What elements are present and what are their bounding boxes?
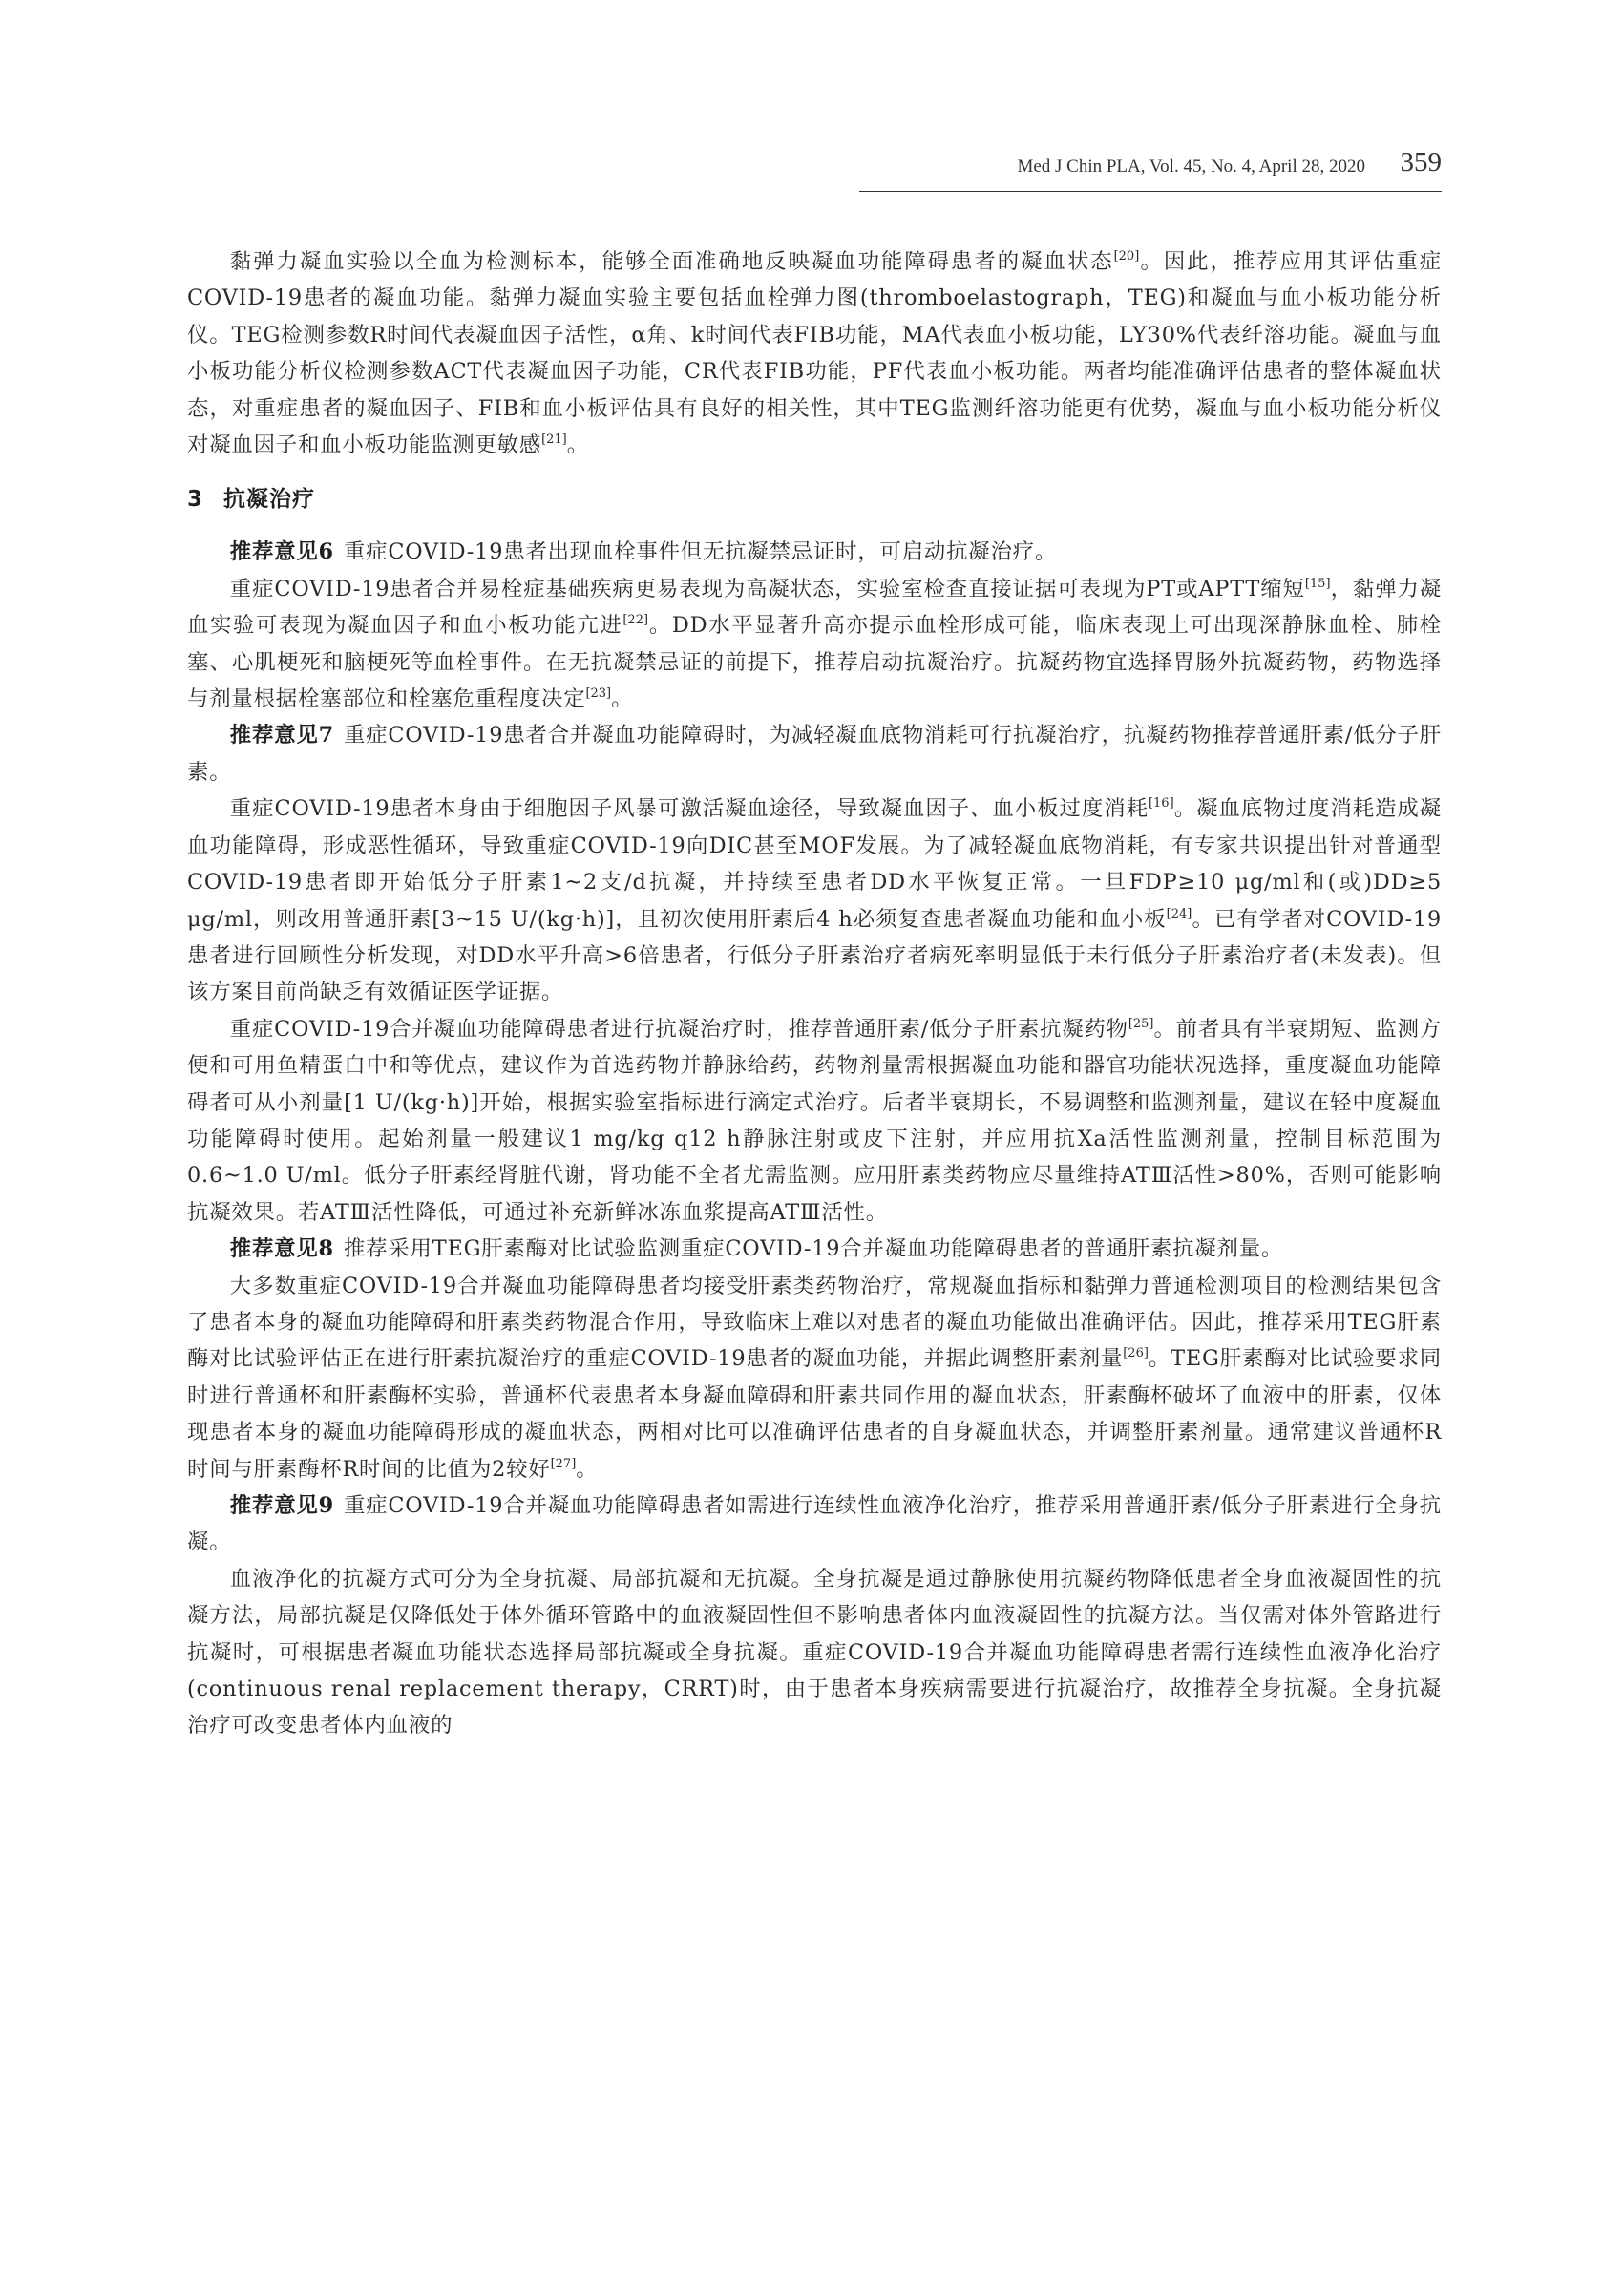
paragraph-text: ，黏弹力凝血实验可表现为凝血因子和血小板功能亢进: [187, 576, 1443, 639]
citation-ref: [25]: [1128, 1016, 1154, 1031]
paragraph-text: 重症COVID-19患者合并易栓症基础疾病更易表现为高凝状态，实验室检查直接证据可表现为PT或APTT缩短: [229, 576, 1305, 601]
citation-ref: [16]: [1148, 796, 1174, 812]
paragraph-text: 。TEG肝素酶对比试验要求同时进行普通杯和肝素酶杯实验，普通杯代表患者本身凝血障碍和肝素共同作用的凝血状态，肝素酶杯破坏了血液中的肝素，仅体现患者本身的凝血功能障碍形成的凝血状态，两相对比可以准确评估患者的自身凝血状态，并调整肝素剂量。通常建议普通杯R时间与肝素酶杯R时间的比值为2较好: [187, 1346, 1442, 1482]
paragraph-hypercoagulable: [187, 571, 1442, 718]
recommendation-label: 推荐意见9: [229, 1493, 334, 1518]
citation-ref: [21]: [541, 432, 567, 448]
recommendation-text: 推荐采用TEG肝素酶对比试验监测重症COVID-19合并凝血功能障碍患者的普通肝素抗凝剂量。: [343, 1236, 1284, 1262]
recommendation-label: 推荐意见8: [229, 1236, 334, 1262]
section-number: 3: [187, 487, 204, 513]
paragraph-text: 重症COVID-19合并凝血功能障碍患者进行抗凝治疗时，推荐普通肝素/低分子肝素抗凝药物: [229, 1016, 1128, 1042]
recommendation-label: 推荐意见6: [229, 539, 334, 565]
recommendation-text: 重症COVID-19合并凝血功能障碍患者如需进行连续性血液净化治疗，推荐采用普通肝素/低分子肝素进行全身抗凝。: [187, 1493, 1442, 1555]
paragraph-text: 。: [611, 686, 634, 712]
citation-ref: [20]: [1113, 249, 1140, 264]
paragraph-text: 。: [566, 432, 589, 458]
paragraph-text: 。已有学者对COVID-19患者进行回顾性分析发现，对DD水平升高>6倍患者，行低分子肝素治疗者病死率明显低于未行低分子肝素治疗者(未发表)。但该方案目前尚缺乏有效循证医学证据。: [187, 906, 1443, 1005]
citation-ref: [26]: [1123, 1346, 1149, 1361]
paragraph-text: 。前者具有半衰期短、监测方便和可用鱼精蛋白中和等优点，建议作为首选药物并静脉给药，药物剂量需根据凝血功能和器官功能状况选择，重度凝血功能障碍者可从小剂量[1 U/(kg·h)]开始，根据实验室指标进行滴定式治疗。后者半衰期长，不易调整和监测剂量，建议在轻中度凝血功能障碍时使用。起始剂量一般建议1 mg/kg q12 h静脉注射或皮下注射，并应用抗Xa活性监测剂量，控制目标范围为0.6~1.0 U/ml。低分子肝素经肾脏代谢，肾功能不全者尤需监测。应用肝素类药物应尽量维持ATⅢ活性>80%，否则可能影响抗凝效果。若ATⅢ活性降低，可通过补充新鲜冰冻血浆提高ATⅢ活性。: [187, 1016, 1442, 1225]
article-body: [187, 243, 1442, 1744]
paragraph-text: 。: [576, 1456, 599, 1482]
paragraph-text: 。DD水平显著升高亦提示血栓形成可能，临床表现上可出现深静脉血栓、肺栓塞、心肌梗死和脑梗死等血栓事件。在无抗凝禁忌证的前提下，推荐启动抗凝治疗。抗凝药物宜选择胃肠外抗凝药物，药物选择与剂量根据栓塞部位和栓塞危重程度决定: [187, 613, 1442, 712]
header-rule: [859, 191, 1442, 192]
paragraph-viscoelastic-test: [187, 243, 1442, 463]
recommendation-9: [187, 1487, 1442, 1561]
paragraph-text: 。因此，推荐应用其评估重症COVID-19患者的凝血功能。黏弹力凝血实验主要包括血栓弹力图(thromboelastograph，TEG)和凝血与血小板功能分析仪。TEG检测参数R时间代表凝血因子活性，α角、k时间代表FIB功能，MA代表血小板功能，LY30%代表纤溶功能。凝血与血小板功能分析仪检测参数ACT代表凝血因子功能，CR代表FIB功能，PF代表血小板功能。两者均能准确评估患者的整体凝血状态，对重症患者的凝血因子、FIB和血小板评估具有良好的相关性，其中TEG监测纤溶功能更有优势，凝血与血小板功能分析仪对凝血因子和血小板功能监测更敏感: [187, 249, 1442, 458]
paragraph-blood-purification: [187, 1561, 1442, 1744]
recommendation-label: 推荐意见7: [229, 723, 334, 749]
recommendation-8: [187, 1231, 1442, 1267]
citation-ref: [23]: [585, 686, 612, 702]
section-title: 抗凝治疗: [223, 487, 315, 513]
page-number: 359: [1400, 147, 1442, 178]
paragraph-text: 重症COVID-19患者本身由于细胞因子风暴可激活凝血途径，导致凝血因子、血小板过度消耗: [229, 796, 1149, 822]
journal-citation: Med J Chin PLA, Vol. 45, No. 4, April 28, 2020: [1017, 157, 1365, 177]
paragraph-heparin-therapy: [187, 1011, 1442, 1231]
paragraph-text: 。凝血底物过度消耗造成凝血功能障碍，形成恶性循环，导致重症COVID-19向DIC甚至MOF发展。为了减轻凝血底物消耗，有专家共识提出针对普通型COVID-19患者即开始低分子肝素1~2支/d抗凝，并持续至患者DD水平恢复正常。一旦FDP≥10 μg/ml和(或)DD≥5 μg/ml，则改用普通肝素[3~15 U/(kg·h)]，且初次使用肝素后4 h必须复查患者凝血功能和血小板: [187, 796, 1442, 932]
section-heading: [187, 482, 1442, 517]
citation-ref: [15]: [1304, 576, 1331, 591]
paragraph-heparinase-test: [187, 1268, 1442, 1487]
paragraph-text: 大多数重症COVID-19合并凝血功能障碍患者均接受肝素类药物治疗，常规凝血指标和黏弹力普通检测项目的检测结果包含了患者本身的凝血功能障碍和肝素类药物混合作用，导致临床上难以对患者的凝血功能做出准确评估。因此，推荐采用TEG肝素酶对比试验评估正在进行肝素抗凝治疗的重症COVID-19患者的凝血功能，并据此调整肝素剂量: [187, 1273, 1442, 1372]
recommendation-text: 重症COVID-19患者出现血栓事件但无抗凝禁忌证时，可启动抗凝治疗。: [343, 539, 1058, 565]
paragraph-text: 血液净化的抗凝方式可分为全身抗凝、局部抗凝和无抗凝。全身抗凝是通过静脉使用抗凝药物降低患者全身血液凝固性的抗凝方法，局部抗凝是仅降低处于体外循环管路中的血液凝固性但不影响患者体内血液凝固性的抗凝方法。当仅需对体外管路进行抗凝时，可根据患者凝血功能状态选择局部抗凝或全身抗凝。重症COVID-19合并凝血功能障碍患者需行连续性血液净化治疗(continuous renal replacement therapy，CRRT)时，由于患者本身疾病需要进行抗凝治疗，故推荐全身抗凝。全身抗凝治疗可改变患者体内血液的: [187, 1566, 1442, 1739]
citation-ref: [24]: [1166, 906, 1192, 921]
paragraph-cytokine-storm: [187, 791, 1442, 1010]
recommendation-text: 重症COVID-19患者合并凝血功能障碍时，为减轻凝血底物消耗可行抗凝治疗，抗凝药物推荐普通肝素/低分子肝素。: [187, 723, 1442, 785]
citation-ref: [22]: [622, 613, 649, 628]
recommendation-6: [187, 534, 1442, 570]
citation-ref: [27]: [550, 1456, 577, 1471]
paragraph-text: 黏弹力凝血实验以全血为检测标本，能够全面准确地反映凝血功能障碍患者的凝血状态: [229, 249, 1114, 274]
running-header: [859, 143, 1442, 193]
recommendation-7: [187, 717, 1442, 791]
